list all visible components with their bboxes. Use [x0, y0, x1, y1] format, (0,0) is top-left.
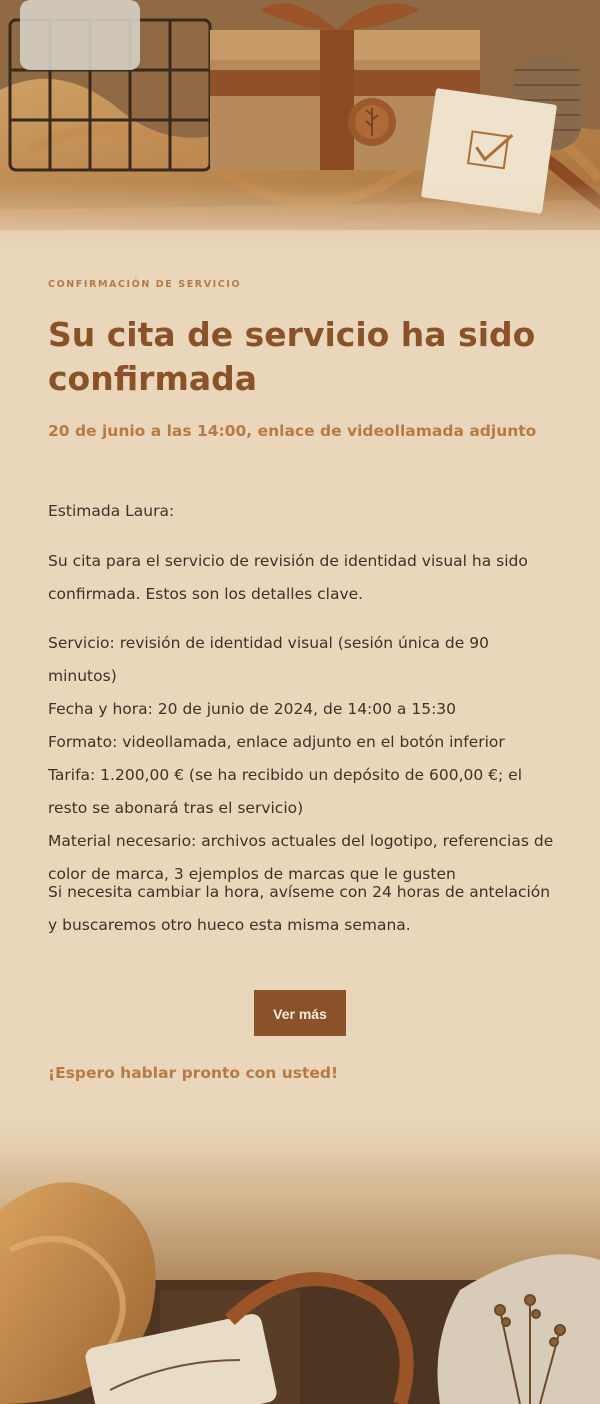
intro-paragraph: Su cita para el servicio de revisión de identidad visual ha sido confirmada. Estos son los detalles clave.: [48, 552, 528, 603]
details-block: Servicio: revisión de identidad visual (sesión única de 90 minutos) Fecha y hora: 20 de junio de 2024, de 14:00 a 15:30 Formato: videollamada, enlace adjunto en el botón inferior Tarifa: 1.200,00 € (se ha recibido un depósito de 600,00 €; el resto se abonará tras el servicio) Material necesario: archivos actuales del logotipo, referencias de color de marca, 3 ejemplos de marcas que le gusten: [48, 634, 554, 883]
greeting: Estimada Laura:: [48, 502, 175, 520]
gift-box-illustration: [0, 0, 600, 260]
appointment-subtitle: 20 de junio a las 14:00, enlace de videollamada adjunto: [48, 422, 537, 440]
eyebrow-label: CONFIRMACIÓN DE SERVICIO: [48, 279, 242, 290]
hero-bottom-illustration: [0, 1100, 600, 1404]
hero-top-illustration: [0, 0, 600, 260]
ver-mas-button[interactable]: Ver más: [254, 990, 346, 1036]
reschedule-paragraph: Si necesita cambiar la hora, avíseme con 24 horas de antelación y buscaremos otro hueco esta misma semana.: [48, 883, 551, 934]
kraft-paper-illustration: [0, 1100, 600, 1404]
closing-line: ¡Espero hablar pronto con usted!: [48, 1064, 339, 1082]
page-title: Su cita de servicio ha sido confirmada: [48, 315, 536, 398]
